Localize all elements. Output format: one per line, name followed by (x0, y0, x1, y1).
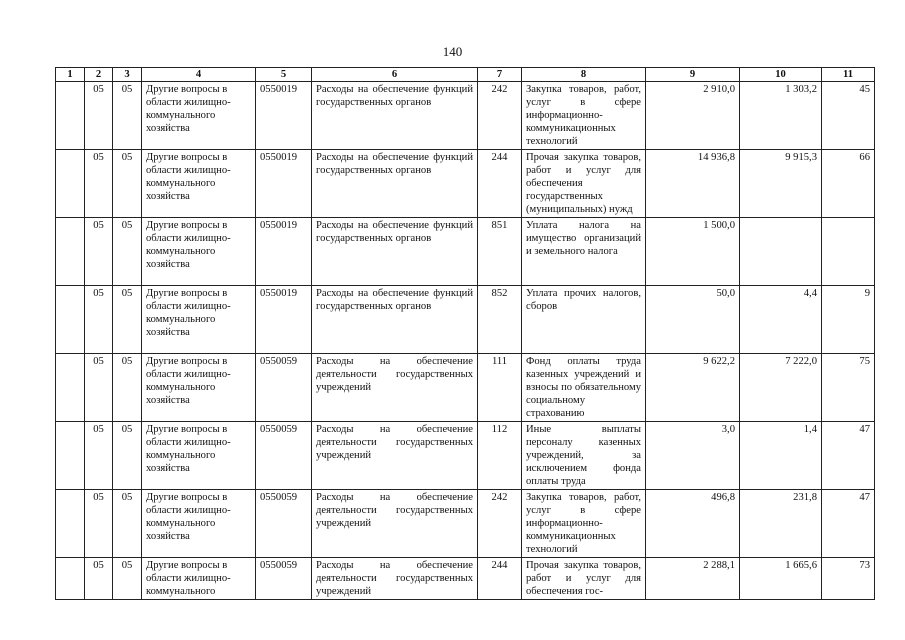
cell-col1 (56, 82, 85, 150)
cell-actual-amount: 1 303,2 (740, 82, 822, 150)
cell-percent: 45 (822, 82, 875, 150)
cell-plan-amount: 2 910,0 (646, 82, 740, 150)
cell-percent (822, 218, 875, 286)
cell-section: 05 (85, 286, 113, 354)
table-row (56, 354, 875, 422)
cell-subsection-name: Другие вопросы в области жилищно-коммунального хозяйства (142, 82, 256, 150)
cell-target-article: 0550019 (256, 218, 312, 286)
cell-subsection: 05 (113, 490, 142, 558)
cell-expense-type: 111 (478, 354, 522, 422)
cell-expense-type: 242 (478, 82, 522, 150)
cell-expense-type-name: Фонд оплаты труда казенных учреждений и взносы по обязательному социальному страхованию (522, 354, 646, 422)
cell-section: 05 (85, 558, 113, 600)
cell-article-name: Расходы на обеспечение функций государственных органов (312, 218, 478, 286)
column-header: 8 (522, 68, 646, 82)
cell-article-name: Расходы на обеспечение функций государственных органов (312, 150, 478, 218)
cell-plan-amount: 50,0 (646, 286, 740, 354)
cell-percent: 73 (822, 558, 875, 600)
cell-expense-type-name: Закупка товаров, работ, услуг в сфере информационно-коммуникационных технологий (522, 490, 646, 558)
cell-col1 (56, 490, 85, 558)
cell-section: 05 (85, 82, 113, 150)
budget-table (55, 67, 875, 600)
cell-expense-type: 112 (478, 422, 522, 490)
cell-expense-type-name: Уплата налога на имущество организаций и земельного налога (522, 218, 646, 286)
cell-expense-type-name: Прочая закупка товаров, работ и услуг для обеспечения государственных (муниципальных) нужд (522, 150, 646, 218)
cell-plan-amount: 1 500,0 (646, 218, 740, 286)
cell-actual-amount: 1,4 (740, 422, 822, 490)
cell-percent: 9 (822, 286, 875, 354)
table-row (56, 422, 875, 490)
cell-expense-type: 242 (478, 490, 522, 558)
table-header-row (56, 68, 875, 82)
cell-col1 (56, 422, 85, 490)
cell-percent: 47 (822, 422, 875, 490)
cell-subsection: 05 (113, 422, 142, 490)
table-row (56, 490, 875, 558)
cell-expense-type: 852 (478, 286, 522, 354)
cell-subsection-name: Другие вопросы в области жилищно-коммунального хозяйства (142, 218, 256, 286)
cell-subsection: 05 (113, 286, 142, 354)
cell-col1 (56, 218, 85, 286)
cell-subsection: 05 (113, 558, 142, 600)
column-header: 11 (822, 68, 875, 82)
cell-subsection-name: Другие вопросы в области жилищно-коммунального хозяйства (142, 354, 256, 422)
cell-actual-amount: 7 222,0 (740, 354, 822, 422)
table-row (56, 286, 875, 354)
page-number: 140 (442, 44, 463, 59)
column-header: 3 (113, 68, 142, 82)
column-header: 2 (85, 68, 113, 82)
cell-target-article: 0550019 (256, 82, 312, 150)
cell-article-name: Расходы на обеспечение деятельности государственных учреждений (312, 490, 478, 558)
cell-expense-type-name: Прочая закупка товаров, работ и услуг для обеспечения гос- (522, 558, 646, 600)
cell-article-name: Расходы на обеспечение деятельности государственных учреждений (312, 354, 478, 422)
cell-target-article: 0550059 (256, 354, 312, 422)
cell-section: 05 (85, 354, 113, 422)
cell-actual-amount: 9 915,3 (740, 150, 822, 218)
cell-plan-amount: 496,8 (646, 490, 740, 558)
cell-target-article: 0550059 (256, 422, 312, 490)
cell-col1 (56, 286, 85, 354)
cell-actual-amount: 4,4 (740, 286, 822, 354)
table-row (56, 558, 875, 600)
column-header: 5 (256, 68, 312, 82)
cell-col1 (56, 558, 85, 600)
cell-plan-amount: 14 936,8 (646, 150, 740, 218)
cell-target-article: 0550059 (256, 490, 312, 558)
cell-percent: 47 (822, 490, 875, 558)
cell-target-article: 0550059 (256, 558, 312, 600)
cell-actual-amount (740, 218, 822, 286)
cell-expense-type: 244 (478, 150, 522, 218)
column-header: 10 (740, 68, 822, 82)
cell-subsection-name: Другие вопросы в области жилищно-коммунального хозяйства (142, 286, 256, 354)
column-header: 6 (312, 68, 478, 82)
cell-actual-amount: 1 665,6 (740, 558, 822, 600)
cell-col1 (56, 354, 85, 422)
cell-percent: 75 (822, 354, 875, 422)
cell-subsection: 05 (113, 150, 142, 218)
table-row (56, 82, 875, 150)
cell-section: 05 (85, 218, 113, 286)
cell-col1 (56, 150, 85, 218)
cell-subsection-name: Другие вопросы в области жилищно-коммунального хозяйства (142, 490, 256, 558)
cell-percent: 66 (822, 150, 875, 218)
cell-plan-amount: 9 622,2 (646, 354, 740, 422)
table-row (56, 150, 875, 218)
cell-plan-amount: 2 288,1 (646, 558, 740, 600)
column-header: 9 (646, 68, 740, 82)
cell-article-name: Расходы на обеспечение деятельности государственных учреждений (312, 558, 478, 600)
cell-subsection-name: Другие вопросы в области жилищно-коммунального (142, 558, 256, 600)
table-row (56, 218, 875, 286)
cell-article-name: Расходы на обеспечение функций государственных органов (312, 82, 478, 150)
cell-section: 05 (85, 150, 113, 218)
cell-subsection: 05 (113, 354, 142, 422)
cell-subsection-name: Другие вопросы в области жилищно-коммунального хозяйства (142, 422, 256, 490)
column-header: 4 (142, 68, 256, 82)
cell-expense-type: 244 (478, 558, 522, 600)
cell-actual-amount: 231,8 (740, 490, 822, 558)
cell-plan-amount: 3,0 (646, 422, 740, 490)
cell-subsection: 05 (113, 218, 142, 286)
cell-expense-type-name: Закупка товаров, работ, услуг в сфере информационно-коммуникационных технологий (522, 82, 646, 150)
cell-subsection: 05 (113, 82, 142, 150)
cell-expense-type-name: Уплата прочих налогов, сборов (522, 286, 646, 354)
cell-section: 05 (85, 490, 113, 558)
cell-article-name: Расходы на обеспечение функций государственных органов (312, 286, 478, 354)
cell-expense-type: 851 (478, 218, 522, 286)
column-header: 7 (478, 68, 522, 82)
cell-section: 05 (85, 422, 113, 490)
cell-target-article: 0550019 (256, 286, 312, 354)
column-header: 1 (56, 68, 85, 82)
cell-article-name: Расходы на обеспечение деятельности государственных учреждений (312, 422, 478, 490)
cell-target-article: 0550019 (256, 150, 312, 218)
cell-expense-type-name: Иные выплаты персоналу казенных учреждений, за исключением фонда оплаты труда (522, 422, 646, 490)
cell-subsection-name: Другие вопросы в области жилищно-коммунального хозяйства (142, 150, 256, 218)
